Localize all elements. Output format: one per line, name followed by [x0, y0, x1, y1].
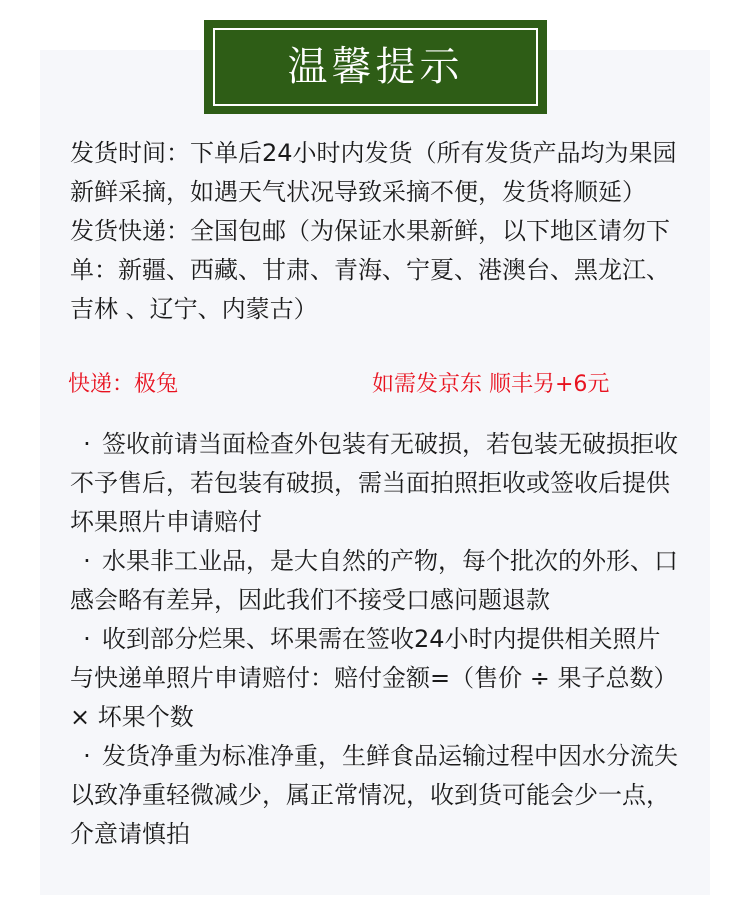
notice-item-text: 水果非工业品，是大自然的产物，每个批次的外形、口感会略有差异，因此我们不接受口感问题退款	[70, 547, 678, 614]
title-banner	[204, 20, 547, 114]
shipping-time-text: 发货时间：下单后24小时内发货（所有发货产品均为果园新鲜采摘，如遇天气状况导致采摘不便，发货将顺延）	[70, 139, 677, 206]
bullet-icon: ·	[83, 547, 91, 575]
shipping-courier-text: 发货快递：全国包邮（为保证水果新鲜，以下地区请勿下单：新疆、西藏、甘肃、青海、宁夏、港澳台、黑龙江、吉林 、辽宁、内蒙古）	[70, 217, 670, 323]
notice-item	[70, 542, 682, 620]
notice-item	[70, 620, 682, 737]
notice-item	[70, 425, 682, 542]
notice-item-text: 收到部分烂果、坏果需在签收24小时内提供相关照片与快递单照片申请赔付：赔付金额=（售价 ÷ 果子总数）× 坏果个数	[70, 625, 678, 731]
courier-surcharge: 如需发京东 顺丰另+6元	[372, 372, 610, 397]
notice-item-text: 签收前请当面检查外包装有无破损，若包装无破损拒收不予售后，若包装有破损，需当面拍照拒收或签收后提供坏果照片申请赔付	[70, 430, 678, 536]
courier-name: 快递：极兔	[68, 372, 179, 397]
notice-item-text: 发货净重为标准净重，生鲜食品运输过程中因水分流失以致净重轻微减少，属正常情况，收到货可能会少一点，介意请慎拍	[70, 742, 678, 848]
bullet-icon: ·	[83, 742, 91, 770]
page-title: 温馨提示	[287, 44, 464, 90]
bullet-icon: ·	[83, 430, 91, 458]
bullet-icon: ·	[83, 625, 91, 653]
title-frame	[213, 28, 538, 106]
notice-item	[70, 737, 682, 854]
notice-content	[70, 134, 682, 854]
courier-info-row	[70, 365, 682, 404]
